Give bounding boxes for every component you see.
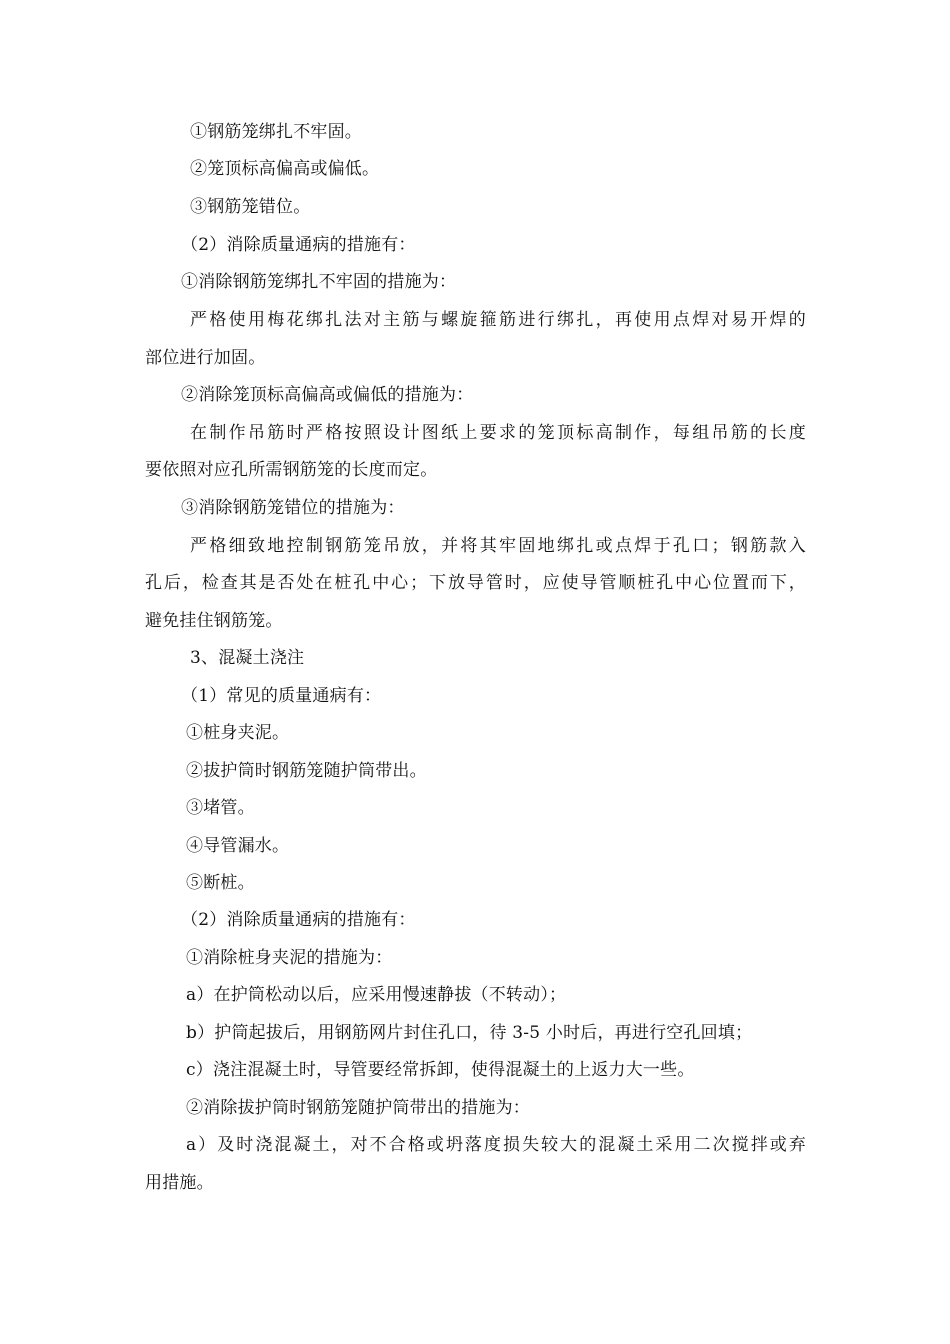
- text-line: a）在护筒松动以后，应采用慢速静拔（不转动）；: [186, 985, 567, 1005]
- text-line: ③消除钢筋笼错位的措施为：: [181, 498, 405, 518]
- text-line: ③钢筋笼错位。: [190, 197, 311, 217]
- text-line: （2）消除质量通病的措施有：: [181, 910, 416, 930]
- text-line: 孔后，检查其是否处在桩孔中心；下放导管时，应使导管顺桩孔中心位置而下，: [145, 573, 806, 593]
- text-line: b）护筒起拔后，用钢筋网片封住孔口，待 3-5 小时后，再进行空孔回填；: [186, 1023, 753, 1043]
- text-line: 严格使用梅花绑扎法对主筋与螺旋箍筋进行绑扎，再使用点焊对易开焊的: [190, 310, 806, 330]
- text-line: （2）消除质量通病的措施有：: [181, 235, 416, 255]
- text-line: 用措施。: [145, 1173, 214, 1193]
- text-line: 部位进行加固。: [145, 348, 266, 368]
- text-line: 要依照对应孔所需钢筋笼的长度而定。: [145, 460, 438, 480]
- text-line: ②拔护筒时钢筋笼随护筒带出。: [186, 761, 427, 781]
- text-line: ①钢筋笼绑扎不牢固。: [190, 122, 362, 142]
- text-line: ⑤断桩。: [186, 873, 255, 893]
- text-line: ①消除钢筋笼绑扎不牢固的措施为：: [181, 272, 457, 292]
- text-line: 避免挂住钢筋笼。: [145, 611, 283, 631]
- text-line: a）及时浇混凝土，对不合格或坍落度损失较大的混凝土采用二次搅拌或弃: [186, 1135, 806, 1155]
- text-line: ②笼顶标高偏高或偏低。: [190, 159, 380, 179]
- text-line: 严格细致地控制钢筋笼吊放，并将其牢固地绑扎或点焊于孔口；钢筋款入: [190, 536, 806, 556]
- text-line: ④导管漏水。: [186, 836, 290, 856]
- text-line: ②消除拔护筒时钢筋笼随护筒带出的措施为：: [186, 1098, 530, 1118]
- text-line: ①消除桩身夹泥的措施为：: [186, 948, 393, 968]
- text-line: ②消除笼顶标高偏高或偏低的措施为：: [181, 385, 474, 405]
- text-line: （1）常见的质量通病有：: [181, 686, 382, 706]
- text-line: ③堵管。: [186, 798, 255, 818]
- text-line: 3、混凝土浇注: [190, 648, 305, 668]
- text-line: 在制作吊筋时严格按照设计图纸上要求的笼顶标高制作，每组吊筋的长度: [190, 423, 806, 443]
- text-line: c）浇注混凝土时，导管要经常拆卸，使得混凝土的上返力大一些。: [186, 1060, 695, 1080]
- text-line: ①桩身夹泥。: [186, 723, 290, 743]
